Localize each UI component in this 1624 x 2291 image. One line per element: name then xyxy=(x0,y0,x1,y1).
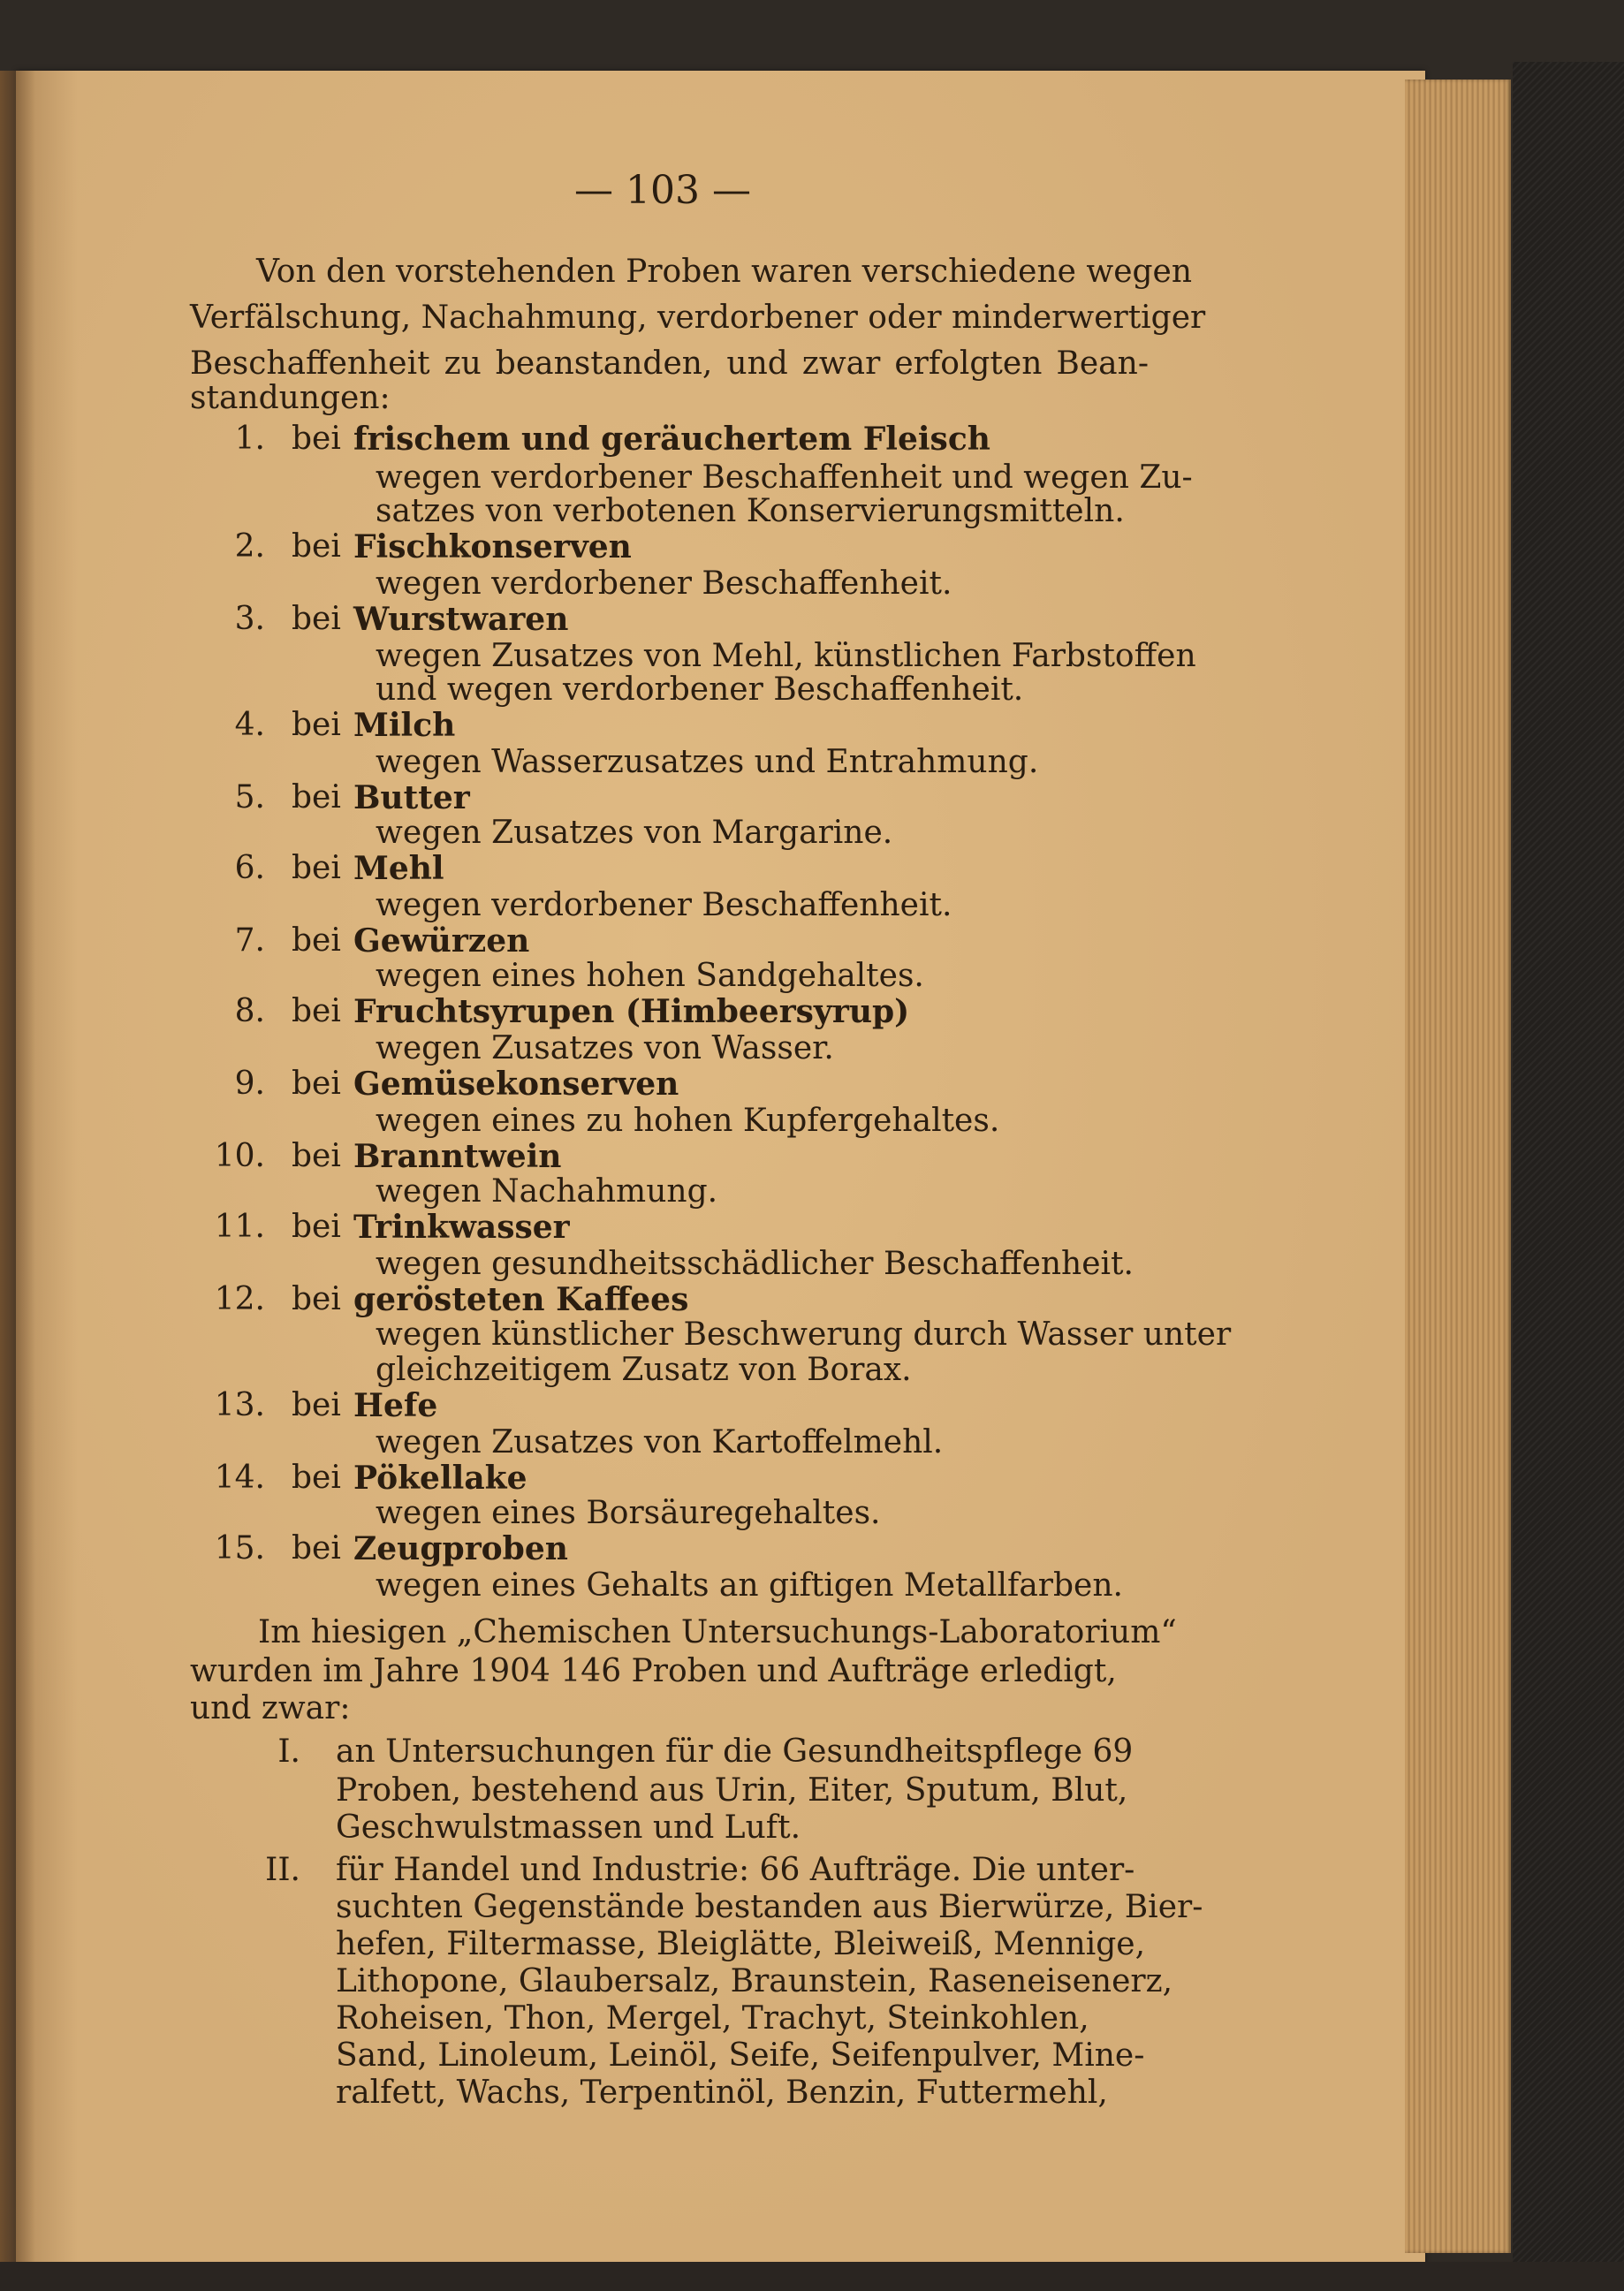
item-bei: bei xyxy=(292,779,341,816)
roman-line: Sand, Linoleum, Leinöl, Seife, Seifenpulver, Mine- xyxy=(336,2037,1145,2074)
item-line: wegen Zusatzes von Kartoffelmehl. xyxy=(376,1424,944,1460)
item-line: wegen Zusatzes von Mehl, künstlichen Farbstoffen xyxy=(376,638,1196,674)
item-number: 13. xyxy=(214,1387,265,1423)
roman-line: an Untersuchungen für die Gesundheitspflege 69 xyxy=(336,1733,1134,1770)
item-line: wegen verdorbener Beschaffenheit. xyxy=(376,887,952,923)
roman-line: Roheisen, Thon, Mergel, Trachyt, Steinkohlen, xyxy=(336,2000,1089,2037)
item-number: 11. xyxy=(214,1209,265,1245)
item-line: wegen verdorbener Beschaffenheit und wegen Zu- xyxy=(376,459,1193,496)
roman-number: II. xyxy=(265,1852,300,1888)
intro-line: Beschaffenheit zu beanstanden, und zwar erfolgten Bean- xyxy=(190,345,1149,382)
item-line: wegen eines Borsäuregehaltes. xyxy=(376,1495,881,1531)
item-line: wegen künstlicher Beschwerung durch Wasser unter xyxy=(376,1316,1232,1353)
item-heading: Gemüsekonserven xyxy=(353,1066,679,1103)
item-number: 5. xyxy=(234,779,265,816)
item-line: wegen Wasserzusatzes und Entrahmung. xyxy=(376,744,1039,780)
item-bei: bei xyxy=(292,1209,341,1245)
item-number: 14. xyxy=(214,1460,265,1496)
intro-line: Von den vorstehenden Proben waren verschiedene wegen xyxy=(256,254,1193,290)
item-line: wegen Zusatzes von Margarine. xyxy=(376,815,893,851)
item-number: 15. xyxy=(214,1530,265,1567)
item-heading: Zeugproben xyxy=(353,1530,568,1567)
item-bei: bei xyxy=(292,993,341,1029)
para2-line: und zwar: xyxy=(190,1690,351,1726)
item-number: 8. xyxy=(234,993,265,1029)
item-line: gleichzeitigem Zusatz von Borax. xyxy=(376,1352,912,1388)
item-line: wegen verdorbener Beschaffenheit. xyxy=(376,565,952,602)
roman-number: I. xyxy=(277,1733,300,1770)
roman-line: ralfett, Wachs, Terpentinöl, Benzin, Futtermehl, xyxy=(336,2075,1108,2111)
item-bei: bei xyxy=(292,1460,341,1496)
item-line: wegen Zusatzes von Wasser. xyxy=(376,1030,834,1066)
page-number: — 103 — xyxy=(574,168,751,213)
item-number: 9. xyxy=(234,1066,265,1102)
item-heading: gerösteten Kaffees xyxy=(353,1281,689,1318)
item-bei: bei xyxy=(292,922,341,959)
item-heading: Fruchtsyrupen (Himbeersyrup) xyxy=(353,993,910,1030)
item-number: 12. xyxy=(214,1281,265,1317)
item-number: 2. xyxy=(234,528,265,565)
item-heading: Hefe xyxy=(353,1387,438,1424)
item-bei: bei xyxy=(292,1281,341,1317)
item-line: satzes von verbotenen Konservierungsmitteln. xyxy=(376,493,1125,529)
item-heading: Pökellake xyxy=(353,1460,527,1497)
item-number: 4. xyxy=(234,707,265,743)
item-bei: bei xyxy=(292,528,341,565)
item-number: 1. xyxy=(234,421,265,457)
item-bei: bei xyxy=(292,1138,341,1174)
item-line: wegen eines hohen Sandgehaltes. xyxy=(376,958,924,994)
item-heading: Branntwein xyxy=(353,1138,562,1175)
item-heading: Wurstwaren xyxy=(353,601,569,638)
item-line: wegen eines Gehalts an giftigen Metallfarben. xyxy=(376,1567,1123,1604)
item-heading: Milch xyxy=(353,707,456,744)
item-bei: bei xyxy=(292,1066,341,1102)
item-line: wegen gesundheitsschädlicher Beschaffenheit. xyxy=(376,1246,1134,1282)
item-number: 3. xyxy=(234,601,265,637)
item-line: wegen eines zu hohen Kupfergehaltes. xyxy=(376,1103,1000,1139)
item-heading: Fischkonserven xyxy=(353,528,632,565)
item-bei: bei xyxy=(292,850,341,886)
item-bei: bei xyxy=(292,707,341,743)
item-number: 10. xyxy=(214,1138,265,1174)
item-bei: bei xyxy=(292,1530,341,1567)
item-heading: Butter xyxy=(353,779,470,816)
roman-line: Lithopone, Glaubersalz, Braunstein, Raseneisenerz, xyxy=(336,1963,1173,1999)
item-heading: Trinkwasser xyxy=(353,1209,570,1246)
item-bei: bei xyxy=(292,1387,341,1423)
item-heading: Mehl xyxy=(353,850,444,887)
roman-line: Proben, bestehend aus Urin, Eiter, Sputum, Blut, xyxy=(336,1772,1128,1809)
intro-line: Verfälschung, Nachahmung, verdorbener oder minderwertiger xyxy=(190,300,1206,336)
item-heading: frischem und geräuchertem Fleisch xyxy=(353,421,990,458)
item-number: 6. xyxy=(234,850,265,886)
roman-line: hefen, Filtermasse, Bleiglätte, Bleiweiß, Mennige, xyxy=(336,1926,1146,1962)
para2-line: wurden im Jahre 1904 146 Proben und Aufträge erledigt, xyxy=(190,1653,1117,1689)
roman-line: suchten Gegenstände bestanden aus Bierwürze, Bier- xyxy=(336,1889,1203,1925)
para2-line: Im hiesigen „Chemischen Untersuchungs-Laboratorium“ xyxy=(258,1614,1177,1650)
item-line: und wegen verdorbener Beschaffenheit. xyxy=(376,671,1024,708)
item-line: wegen Nachahmung. xyxy=(376,1173,718,1210)
item-heading: Gewürzen xyxy=(353,922,530,960)
item-bei: bei xyxy=(292,421,341,457)
item-bei: bei xyxy=(292,601,341,637)
roman-line: für Handel und Industrie: 66 Aufträge. Die unter- xyxy=(336,1852,1135,1888)
item-number: 7. xyxy=(234,922,265,959)
roman-line: Geschwulstmassen und Luft. xyxy=(336,1809,801,1846)
intro-line: standungen: xyxy=(190,380,391,416)
